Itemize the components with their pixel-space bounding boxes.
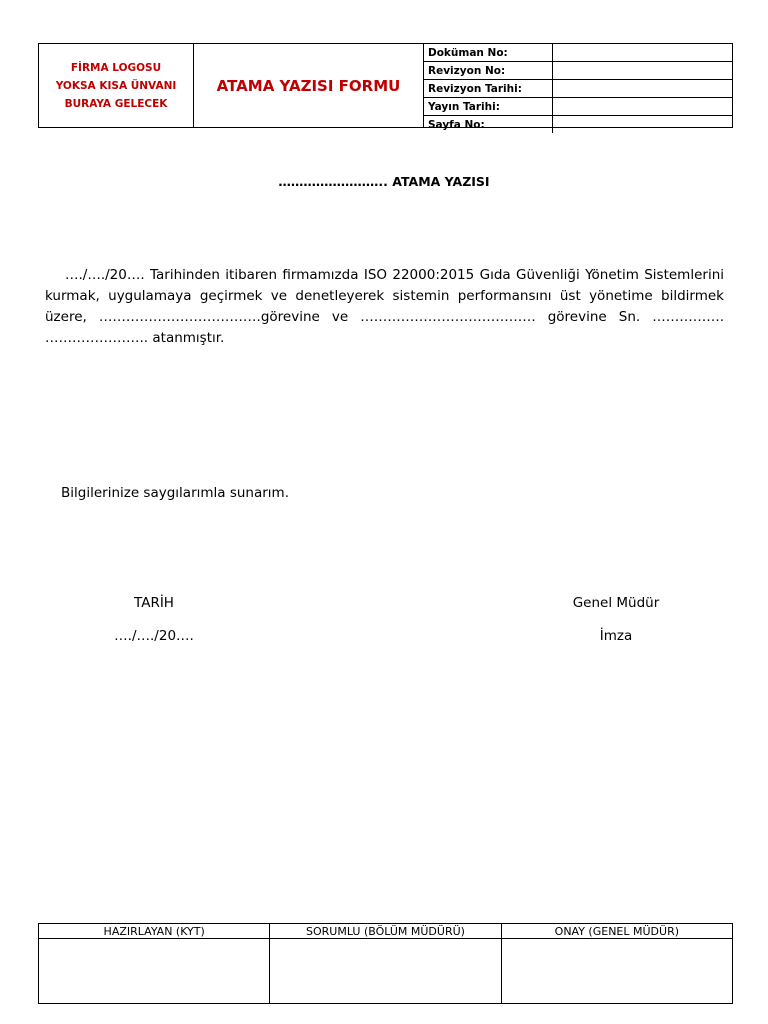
letter-body-paragraph: …./…./20…. Tarihinden itibaren firmamızda ISO 22000:2015 Gıda Güvenliği Yönetim Sistemlerini kurmak, uygulamaya geçirmek ve denetleyerek sistemin performansını üst yönetime bildirmek üzere, ………………………………görevine ve ………………………………… görevine Sn. ……………. ………………….. atanmıştır.	[45, 267, 724, 346]
document-header	[38, 43, 733, 131]
date-value: …./…./20….	[114, 628, 194, 644]
date-label: TARİH	[134, 595, 174, 611]
signatory-title: Genel Müdür	[572, 595, 660, 611]
approval-table	[38, 923, 733, 1004]
approval-column-responsible: SORUMLU (BÖLÜM MÜDÜRÜ)	[270, 924, 501, 939]
signature-label: İmza	[599, 628, 633, 644]
meta-row-revision-no	[424, 62, 732, 80]
meta-row-publish-date	[424, 98, 732, 116]
approval-cell-responsible	[270, 939, 501, 1004]
meta-label: Sayfa No:	[424, 116, 553, 134]
meta-value	[553, 80, 733, 98]
approval-cell-prepared	[39, 939, 270, 1004]
meta-value	[553, 62, 733, 80]
meta-row-page-no	[424, 116, 732, 134]
meta-label: Doküman No:	[424, 44, 553, 62]
meta-label: Yayın Tarihi:	[424, 98, 553, 116]
logo-placeholder	[39, 44, 194, 127]
logo-line-2: YOKSA KISA ÜNVANI	[55, 79, 177, 92]
approval-cell-approval	[501, 939, 732, 1004]
meta-label: Revizyon Tarihi:	[424, 80, 553, 98]
form-title: ATAMA YAZISI FORMU	[194, 44, 424, 127]
approval-column-approval: ONAY (GENEL MÜDÜR)	[501, 924, 732, 939]
letter-heading: …………………….. ATAMA YAZISI	[278, 174, 490, 189]
meta-row-revision-date	[424, 80, 732, 98]
logo-line-1: FİRMA LOGOSU	[70, 61, 162, 74]
approval-column-prepared: HAZIRLAYAN (KYT)	[39, 924, 270, 939]
closing-line: Bilgilerinize saygılarımla sunarım.	[61, 485, 289, 501]
meta-value	[553, 44, 733, 62]
meta-label: Revizyon No:	[424, 62, 553, 80]
meta-value	[553, 116, 733, 134]
meta-row-document-no	[424, 44, 732, 62]
logo-line-3: BURAYA GELECEK	[64, 97, 168, 110]
meta-value	[553, 98, 733, 116]
document-meta-table	[424, 44, 732, 133]
